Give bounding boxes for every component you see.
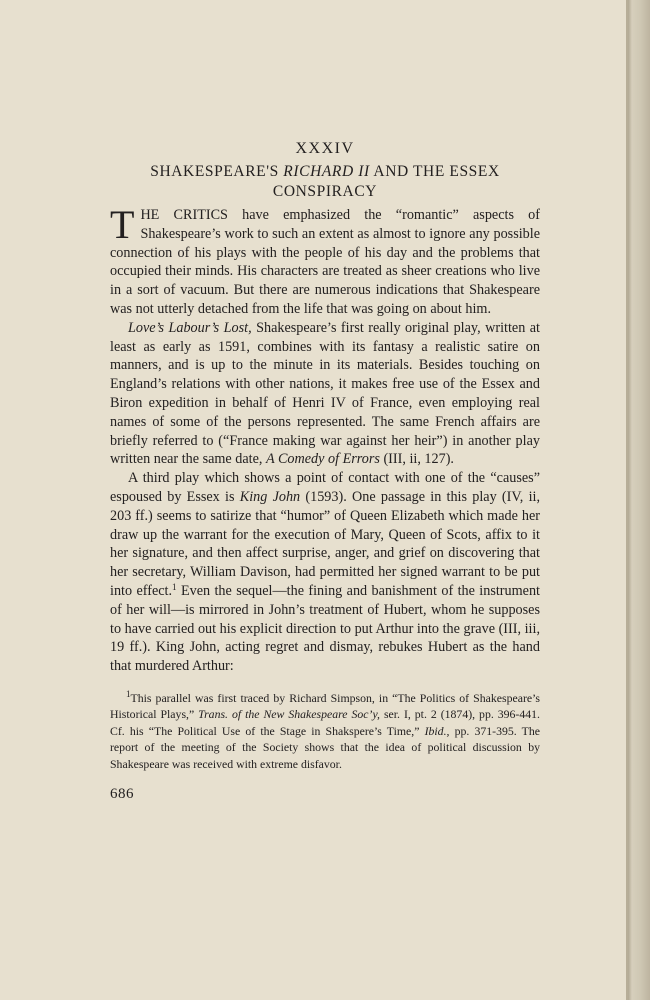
footnote-italic-b: Ibid., xyxy=(424,723,450,738)
paragraph-3-text-b: (1593). One passage in this play (IV, ii, 203 ff.) seems to satirize that “humor” of Queen Elizabeth which made her draw up the warrant for the execution of Mary, Queen of Scots, affix to it her signature, and then affect surprise, anger, and grief on discovering that her secretary, William Davison, had permitted her signed warrant to be put into effect. xyxy=(110,488,541,599)
paragraph-1 xyxy=(110,202,540,319)
page-number: 686 xyxy=(110,785,134,802)
next-page-edge xyxy=(628,0,650,1000)
page-content xyxy=(110,138,540,803)
paragraph-2-italic-mid: A Comedy of Errors xyxy=(266,451,380,468)
paragraph-2-text-a: Shakespeare’s first really original play, written at least as early as 1591, combines with its fantasy a realistic satire on manners, and is up to the minute in its materials. Besides touching on England’s relations with other nations, it makes free use of the Essex and Biron expedition in behalf of Henri IV of France, even employing real names of some of the persons represented. The same French affairs are briefly referred to (“France making war against her heir”) in another play written near the same date, xyxy=(110,319,540,468)
footnote-italic-a: Trans. of the New Shakespeare Soc’y, xyxy=(198,707,380,722)
footnote-text-b: ser. I, pt. 2 (1874), pp. 396-441. Cf. his “The Political Use of the Stage in Shakspere’s Time,” xyxy=(110,707,541,738)
footnote-text-c: pp. 371-395. The report of the meeting of the Society shows that the idea of political discussion by Shakespeare was received with extreme disfavor. xyxy=(110,723,541,771)
footnote-text-a: This parallel was first traced by Richard Simpson, in “The Politics of Shakespeare’s Historical Plays,” xyxy=(110,690,540,722)
paragraph-1-text: HE CRITICS have emphasized the “romantic” aspects of Shakespeare’s work to such an extent as almost to ignore any possible connection of his plays with the people of his day and the problems that occupied their minds. His characters are treated as sheer creations who live in a sort of vacuum. But there are numerous indications that Shakespeare was not utterly detached from the life that was going on about him. xyxy=(110,207,540,317)
footnote xyxy=(110,690,540,772)
chapter-title-part1: SHAKESPEARE'S xyxy=(150,163,284,180)
drop-cap: T xyxy=(110,202,135,247)
chapter-title-italic: RICHARD II xyxy=(283,163,370,180)
chapter-title-part2: AND THE ESSEX CONSPIRACY xyxy=(272,163,500,200)
footnote-reference[interactable]: 1 xyxy=(172,581,177,592)
paragraph-2 xyxy=(110,319,540,469)
paragraph-3-text-c: Even the sequel—the fining and banishment of the instrument of her will—is mirrored in John’s treatment of Hubert, whom he supposes to have carried out his explicit direction to put Arthur into the grave (III, iii, 19 ff.). King John, acting regret and dismay, rebukes Hubert as the hand that murdered Arthur: xyxy=(110,582,540,675)
paragraph-2-italic-title: Love’s Labour’s Lost, xyxy=(128,319,252,336)
paragraph-3-text-a: A third play which shows a point of contact with one of the “causes” espoused by Essex is xyxy=(110,470,540,505)
footnote-marker: 1 xyxy=(126,688,131,699)
chapter-title xyxy=(110,162,540,202)
chapter-number: XXXIV xyxy=(295,140,355,157)
paragraph-3 xyxy=(110,469,540,676)
paragraph-3-italic: King John xyxy=(239,488,301,505)
paragraph-2-text-b: (III, ii, 127). xyxy=(379,451,454,468)
